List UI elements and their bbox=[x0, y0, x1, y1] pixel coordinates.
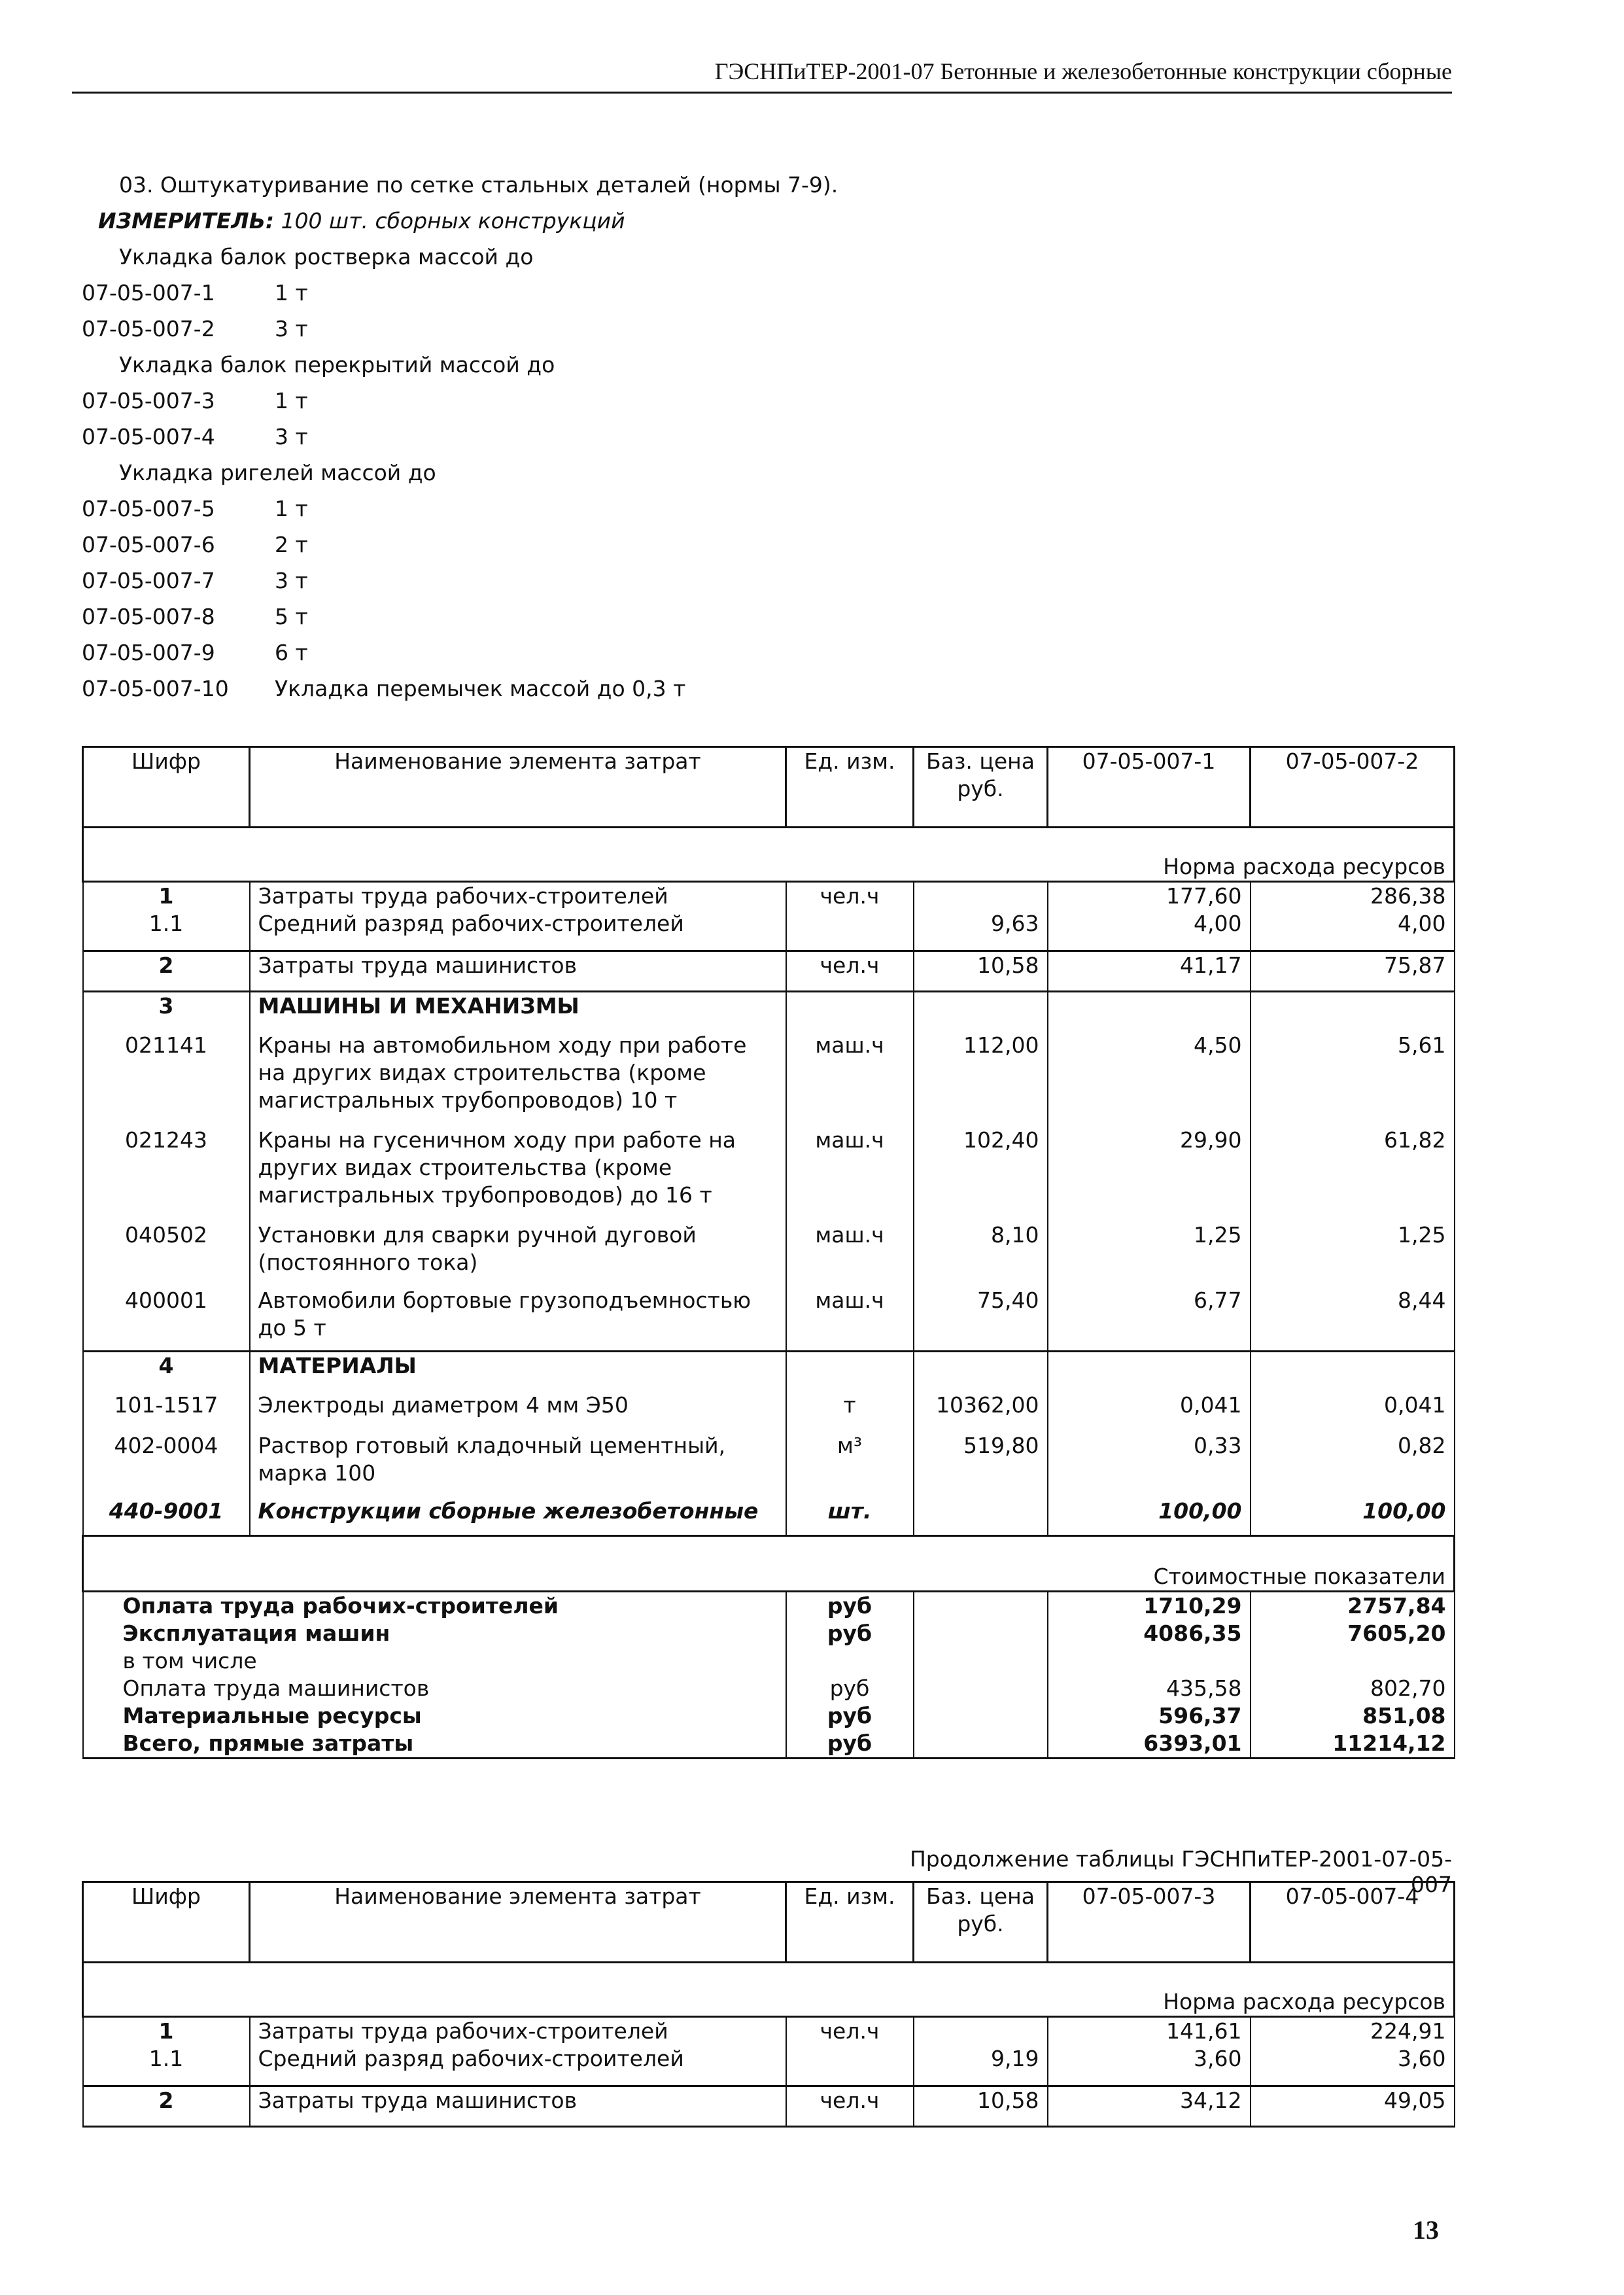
cell-code: 2 bbox=[83, 2086, 250, 2126]
cell-unit: чел.ч bbox=[786, 2086, 914, 2126]
norm-item bbox=[82, 383, 838, 419]
cost-value: 11214,12 bbox=[1251, 1730, 1455, 1759]
norm-item bbox=[82, 563, 838, 599]
cell-value: 0,82 bbox=[1251, 1432, 1455, 1498]
cell-code: 440-9001 bbox=[83, 1498, 250, 1535]
cell-value: 286,38 bbox=[1251, 882, 1455, 911]
cell-value: 1,25 bbox=[1251, 1221, 1455, 1287]
cell-name: Электроды диаметром 4 мм Э50 bbox=[250, 1392, 786, 1432]
norm-desc: Укладка перемычек массой до 0,3 т bbox=[275, 676, 686, 701]
cell-value: 224,91 bbox=[1251, 2017, 1455, 2046]
norm-code: 07-05-007-10 bbox=[82, 676, 229, 701]
norm-label: Норма расхода ресурсов bbox=[83, 828, 1455, 882]
cost-unit: руб bbox=[786, 1620, 914, 1647]
cell-name: МАШИНЫ И МЕХАНИЗМЫ bbox=[250, 991, 786, 1032]
cell-value: 3,60 bbox=[1048, 2045, 1251, 2086]
table-header-row bbox=[83, 747, 1455, 828]
col-header: Баз. цена руб. bbox=[914, 1882, 1048, 1963]
norm-item bbox=[82, 419, 838, 455]
cost-value: 802,70 bbox=[1251, 1675, 1455, 1702]
cell-code: 402-0004 bbox=[83, 1432, 250, 1498]
table-row bbox=[83, 1432, 1455, 1498]
table-row bbox=[83, 1221, 1455, 1287]
cost-unit: руб bbox=[786, 1675, 914, 1702]
cell-price: 10,58 bbox=[914, 951, 1048, 991]
cell-code: 2 bbox=[83, 951, 250, 991]
col-header: 07-05-007-1 bbox=[1048, 747, 1251, 828]
norm-desc: 2 т bbox=[275, 532, 308, 557]
group-heading: Укладка балок ростверка массой до bbox=[119, 244, 534, 270]
norm-item bbox=[82, 491, 838, 527]
cost-name: Оплата труда машинистов bbox=[83, 1675, 786, 1702]
cost-value: 6393,01 bbox=[1048, 1730, 1251, 1759]
table-row bbox=[83, 1032, 1455, 1127]
cost-name: в том числе bbox=[83, 1647, 786, 1675]
norm-code: 07-05-007-2 bbox=[82, 316, 215, 342]
cell-price: 10,58 bbox=[914, 2086, 1048, 2126]
cost-value: 1710,29 bbox=[1048, 1591, 1251, 1620]
norm-code: 07-05-007-4 bbox=[82, 424, 215, 449]
cell-code: 040502 bbox=[83, 1221, 250, 1287]
col-header: Баз. цена руб. bbox=[914, 747, 1048, 828]
table-row bbox=[83, 1127, 1455, 1221]
cost-row bbox=[83, 1647, 1455, 1675]
cell-value: 6,77 bbox=[1048, 1287, 1251, 1351]
measure-value: 100 шт. сборных конструкций bbox=[281, 208, 625, 234]
cost-value: 2757,84 bbox=[1251, 1591, 1455, 1620]
cell-name: Краны на автомобильном ходу при работе на других видах строительства (кроме магистральных трубопроводов) 10 т bbox=[250, 1032, 786, 1127]
cell-name: Затраты труда рабочих-строителей bbox=[250, 882, 786, 911]
cell-name: Автомобили бортовые грузоподъемностью до 5 т bbox=[250, 1287, 786, 1351]
norm-code: 07-05-007-1 bbox=[82, 280, 215, 306]
cell-unit: маш.ч bbox=[786, 1287, 914, 1351]
cell-unit: маш.ч bbox=[786, 1221, 914, 1287]
cost-name: Оплата труда рабочих-строителей bbox=[83, 1591, 786, 1620]
table-row bbox=[83, 910, 1455, 951]
norm-item bbox=[82, 599, 838, 635]
norm-desc: 6 т bbox=[275, 640, 308, 665]
cost-row bbox=[83, 1702, 1455, 1730]
measure-line bbox=[82, 203, 838, 239]
cell-code: 4 bbox=[83, 1351, 250, 1392]
norm-desc: 1 т bbox=[275, 280, 308, 306]
table-row bbox=[83, 2017, 1455, 2046]
cell-unit: чел.ч bbox=[786, 951, 914, 991]
cost-value: 851,08 bbox=[1251, 1702, 1455, 1730]
norm-desc: 3 т bbox=[275, 424, 308, 449]
resource-table-2 bbox=[82, 1881, 1455, 2128]
cell-unit: чел.ч bbox=[786, 2017, 914, 2046]
cell-price bbox=[914, 1498, 1048, 1535]
group-heading: Укладка балок перекрытий массой до bbox=[119, 352, 555, 377]
cell-code: 1 bbox=[83, 882, 250, 911]
norm-item bbox=[82, 311, 838, 347]
cost-name: Эксплуатация машин bbox=[83, 1620, 786, 1647]
norm-item bbox=[82, 671, 838, 707]
cell-value: 100,00 bbox=[1251, 1498, 1455, 1535]
cell-code: 1.1 bbox=[83, 2045, 250, 2086]
cell-name: Средний разряд рабочих-строителей bbox=[250, 910, 786, 951]
norm-desc: 3 т bbox=[275, 316, 308, 342]
col-header: Наименование элемента затрат bbox=[250, 747, 786, 828]
col-header: Ед. изм. bbox=[786, 747, 914, 828]
cell-value: 5,61 bbox=[1251, 1032, 1455, 1127]
norm-code: 07-05-007-7 bbox=[82, 568, 215, 593]
cell-code: 1 bbox=[83, 2017, 250, 2046]
cell-code: 1.1 bbox=[83, 910, 250, 951]
cell-name: Конструкции сборные железобетонные bbox=[250, 1498, 786, 1535]
col-header: 07-05-007-4 bbox=[1251, 1882, 1455, 1963]
cell-value: 0,041 bbox=[1251, 1392, 1455, 1432]
cost-row bbox=[83, 1730, 1455, 1759]
group-heading: Укладка ригелей массой до bbox=[119, 460, 436, 485]
running-header: ГЭСНПиТЕР-2001-07 Бетонные и железобетонные конструкции сборные bbox=[72, 58, 1452, 94]
col-header: Шифр bbox=[83, 1882, 250, 1963]
cell-price bbox=[914, 2017, 1048, 2046]
cost-unit: руб bbox=[786, 1591, 914, 1620]
table-header-row bbox=[83, 1882, 1455, 1963]
section-intro bbox=[82, 167, 838, 707]
cell-value: 0,041 bbox=[1048, 1392, 1251, 1432]
page-number: 13 bbox=[1413, 2215, 1439, 2245]
cell-price: 8,10 bbox=[914, 1221, 1048, 1287]
norm-item bbox=[82, 275, 838, 311]
cell-name: Установки для сварки ручной дуговой (постоянного тока) bbox=[250, 1221, 786, 1287]
cell-code: 3 bbox=[83, 991, 250, 1032]
norm-item bbox=[82, 527, 838, 563]
cell-name: Затраты труда рабочих-строителей bbox=[250, 2017, 786, 2046]
cell-price: 9,63 bbox=[914, 910, 1048, 951]
cell-unit: т bbox=[786, 1392, 914, 1432]
cell-price: 75,40 bbox=[914, 1287, 1048, 1351]
cell-unit bbox=[786, 910, 914, 951]
measure-label: ИЗМЕРИТЕЛЬ: bbox=[98, 208, 275, 234]
cell-price bbox=[914, 882, 1048, 911]
table-row bbox=[83, 991, 1455, 1032]
table-row bbox=[83, 1392, 1455, 1432]
cell-value: 61,82 bbox=[1251, 1127, 1455, 1221]
cell-value: 49,05 bbox=[1251, 2086, 1455, 2126]
cell-unit: шт. bbox=[786, 1498, 914, 1535]
cell-name: Затраты труда машинистов bbox=[250, 951, 786, 991]
table-row bbox=[83, 882, 1455, 911]
col-header: 07-05-007-3 bbox=[1048, 1882, 1251, 1963]
norm-code: 07-05-007-5 bbox=[82, 496, 215, 521]
cell-code: 101-1517 bbox=[83, 1392, 250, 1432]
col-header: Шифр bbox=[83, 747, 250, 828]
cell-value: 29,90 bbox=[1048, 1127, 1251, 1221]
table-row bbox=[83, 1351, 1455, 1392]
norm-code: 07-05-007-8 bbox=[82, 604, 215, 629]
cell-code: 021243 bbox=[83, 1127, 250, 1221]
section-title: 03. Оштукатуривание по сетке стальных деталей (нормы 7-9). bbox=[119, 172, 838, 198]
cell-name: МАТЕРИАЛЫ bbox=[250, 1351, 786, 1392]
cost-label: Стоимостные показатели bbox=[83, 1535, 1455, 1591]
cell-value: 141,61 bbox=[1048, 2017, 1251, 2046]
cost-unit: руб bbox=[786, 1702, 914, 1730]
cost-value: 4086,35 bbox=[1048, 1620, 1251, 1647]
cost-unit: руб bbox=[786, 1730, 914, 1759]
cell-price: 10362,00 bbox=[914, 1392, 1048, 1432]
norm-label-row bbox=[83, 828, 1455, 882]
cell-code: 021141 bbox=[83, 1032, 250, 1127]
cell-value: 0,33 bbox=[1048, 1432, 1251, 1498]
col-header: Ед. изм. bbox=[786, 1882, 914, 1963]
cell-value: 41,17 bbox=[1048, 951, 1251, 991]
cost-row bbox=[83, 1620, 1455, 1647]
cost-row bbox=[83, 1591, 1455, 1620]
cell-value: 1,25 bbox=[1048, 1221, 1251, 1287]
col-header: 07-05-007-2 bbox=[1251, 747, 1455, 828]
cell-name: Затраты труда машинистов bbox=[250, 2086, 786, 2126]
cell-unit: м³ bbox=[786, 1432, 914, 1498]
norm-code: 07-05-007-3 bbox=[82, 388, 215, 413]
cell-price: 102,40 bbox=[914, 1127, 1048, 1221]
norm-code: 07-05-007-9 bbox=[82, 640, 215, 665]
norm-desc: 5 т bbox=[275, 604, 308, 629]
norm-label: Норма расхода ресурсов bbox=[83, 1963, 1455, 2017]
col-header: Наименование элемента затрат bbox=[250, 1882, 786, 1963]
cell-value: 75,87 bbox=[1251, 951, 1455, 991]
continuation-caption: Продолжение таблицы ГЭСНПиТЕР-2001-07-05-007 bbox=[909, 1846, 1452, 1897]
table-row bbox=[83, 2086, 1455, 2126]
cell-value: 4,00 bbox=[1048, 910, 1251, 951]
cell-value: 34,12 bbox=[1048, 2086, 1251, 2126]
norm-code: 07-05-007-6 bbox=[82, 532, 215, 557]
cell-value: 8,44 bbox=[1251, 1287, 1455, 1351]
norm-desc: 3 т bbox=[275, 568, 308, 593]
cell-unit: маш.ч bbox=[786, 1127, 914, 1221]
cell-price: 519,80 bbox=[914, 1432, 1048, 1498]
table-row bbox=[83, 2045, 1455, 2086]
norm-item bbox=[82, 635, 838, 671]
cell-unit bbox=[786, 2045, 914, 2086]
cell-value: 177,60 bbox=[1048, 882, 1251, 911]
cost-label-row bbox=[83, 1535, 1455, 1591]
cost-name: Материальные ресурсы bbox=[83, 1702, 786, 1730]
cell-unit: маш.ч bbox=[786, 1032, 914, 1127]
norm-desc: 1 т bbox=[275, 388, 308, 413]
cell-name: Средний разряд рабочих-строителей bbox=[250, 2045, 786, 2086]
table-row bbox=[83, 951, 1455, 991]
norm-label-row bbox=[83, 1963, 1455, 2017]
cost-value: 435,58 bbox=[1048, 1675, 1251, 1702]
cell-value: 4,00 bbox=[1251, 910, 1455, 951]
table-row bbox=[83, 1287, 1455, 1351]
resource-table-1 bbox=[82, 746, 1455, 1759]
cost-row bbox=[83, 1675, 1455, 1702]
cell-value: 100,00 bbox=[1048, 1498, 1251, 1535]
cost-value: 596,37 bbox=[1048, 1702, 1251, 1730]
cell-name: Раствор готовый кладочный цементный, марка 100 bbox=[250, 1432, 786, 1498]
cell-code: 400001 bbox=[83, 1287, 250, 1351]
cell-price: 112,00 bbox=[914, 1032, 1048, 1127]
cell-value: 4,50 bbox=[1048, 1032, 1251, 1127]
cell-price: 9,19 bbox=[914, 2045, 1048, 2086]
cost-name: Всего, прямые затраты bbox=[83, 1730, 786, 1759]
cell-unit: чел.ч bbox=[786, 882, 914, 911]
cell-value: 3,60 bbox=[1251, 2045, 1455, 2086]
cost-value: 7605,20 bbox=[1251, 1620, 1455, 1647]
table-row bbox=[83, 1498, 1455, 1535]
cell-name: Краны на гусеничном ходу при работе на других видах строительства (кроме магистральных трубопроводов) до 16 т bbox=[250, 1127, 786, 1221]
norm-desc: 1 т bbox=[275, 496, 308, 521]
